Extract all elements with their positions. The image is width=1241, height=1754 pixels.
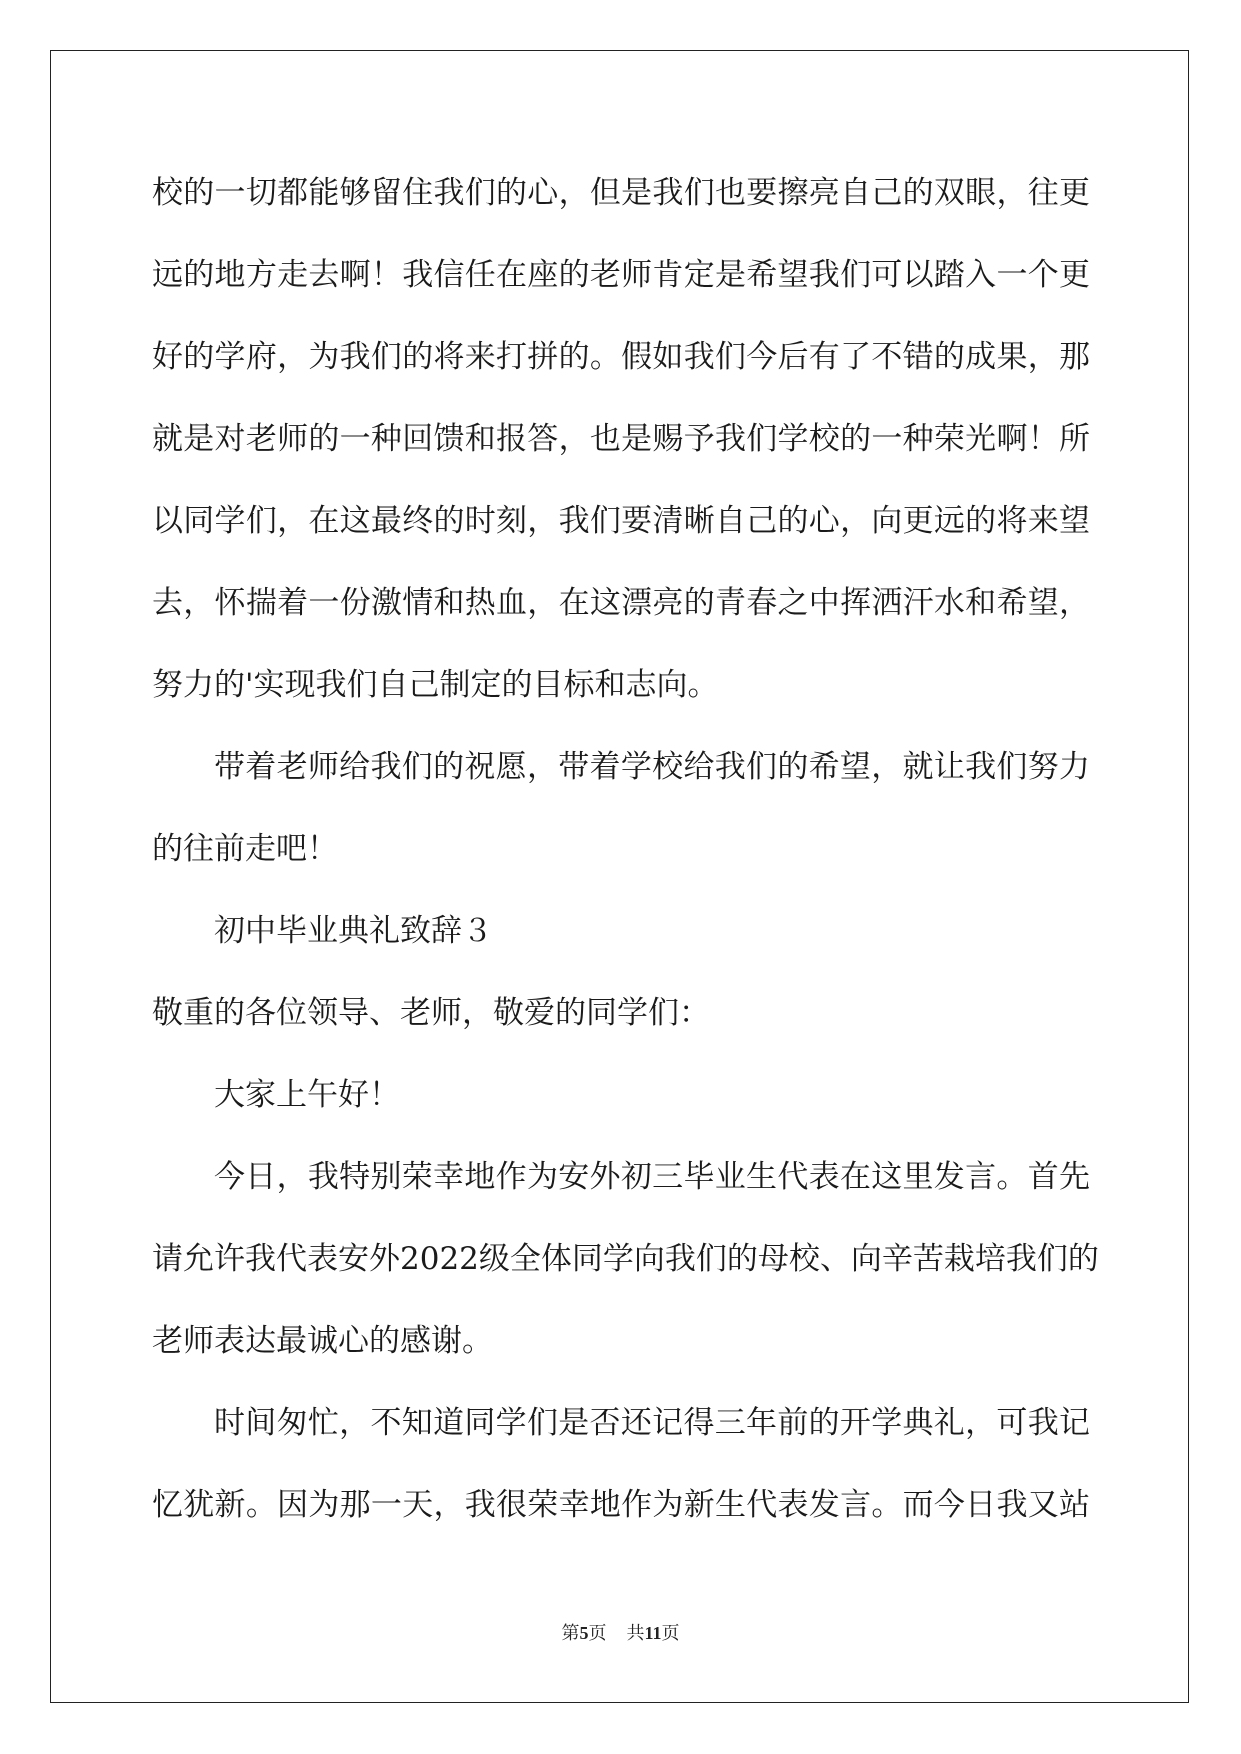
text-line: 好的学府，为我们的将来打拼的。假如我们今后有了不错的成果，那 <box>152 339 1090 375</box>
page-prefix: 第 <box>561 1623 580 1644</box>
page-suffix: 页 <box>588 1623 607 1644</box>
text-line: 老师表达最诚心的感谢。 <box>152 1323 493 1359</box>
paragraph-first-line: 带着老师给我们的祝愿，带着学校给我们的希望，就让我们努力 <box>214 749 1090 785</box>
text-line: 去，怀揣着一份激情和热血，在这漂亮的青春之中挥洒汗水和希望， <box>152 585 1090 621</box>
total-prefix: 共 <box>626 1623 645 1644</box>
text-line: 就是对老师的一种回馈和报答，也是赐予我们学校的一种荣光啊！所 <box>152 421 1090 457</box>
greeting: 大家上午好！ <box>214 1077 400 1113</box>
paragraph-first-line: 时间匆忙，不知道同学们是否还记得三年前的开学典礼，可我记 <box>214 1405 1090 1441</box>
text-line: 请允许我代表安外2022级全体同学向我们的母校、向辛苦栽培我们的 <box>152 1241 1099 1277</box>
paragraph-first-line: 今日，我特别荣幸地作为安外初三毕业生代表在这里发言。首先 <box>214 1159 1090 1195</box>
total-suffix: 页 <box>661 1623 680 1644</box>
text-line: 的往前走吧！ <box>152 831 338 867</box>
document-body <box>152 152 1099 1546</box>
section-heading: 初中毕业典礼致辞３ <box>214 913 493 949</box>
salutation: 敬重的各位领导、老师，敬爱的同学们： <box>152 995 710 1031</box>
text-line: 努力的'实现我们自己制定的目标和志向。 <box>152 667 719 703</box>
page-total: 11 <box>644 1623 662 1643</box>
page-footer <box>0 1621 1241 1646</box>
text-line: 校的一切都能够留住我们的心，但是我们也要擦亮自己的双眼，往更 <box>152 175 1090 211</box>
text-line: 以同学们，在这最终的时刻，我们要清晰自己的心，向更远的将来望 <box>152 503 1090 539</box>
page-number: 5 <box>579 1623 589 1643</box>
text-line: 忆犹新。因为那一天，我很荣幸地作为新生代表发言。而今日我又站 <box>152 1487 1090 1523</box>
text-line: 远的地方走去啊！我信任在座的老师肯定是希望我们可以踏入一个更 <box>152 257 1090 293</box>
